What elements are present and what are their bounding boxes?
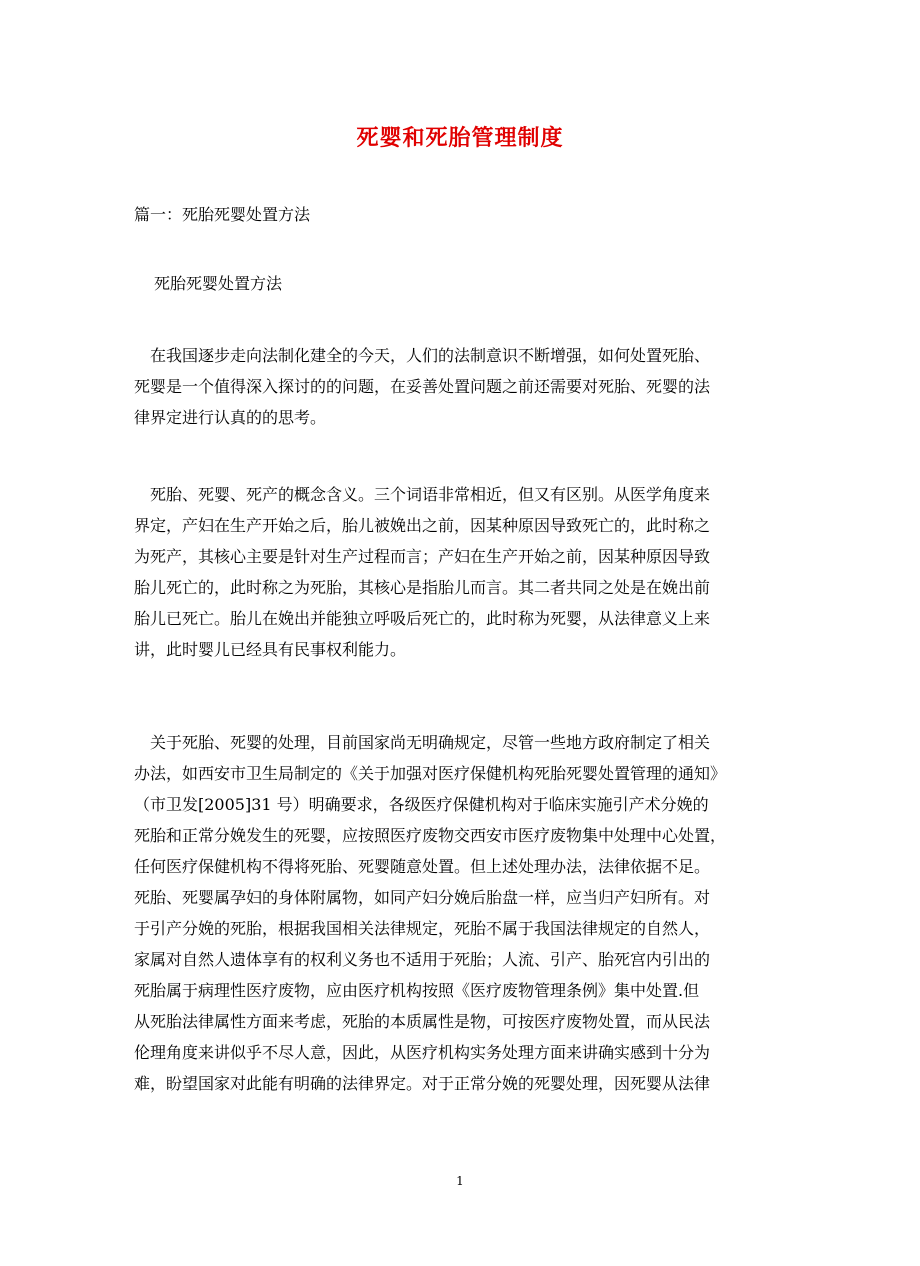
paragraph-2: [134, 479, 794, 665]
paragraph-line: 为死产，其核心主要是针对生产过程而言；产妇在生产开始之前，因某种原因导致: [134, 547, 711, 566]
section-heading: 篇一：死胎死婴处置方法: [134, 205, 311, 224]
paragraph-line: 家属对自然人遗体享有的权利义务也不适用于死胎；人流、引产、胎死宫内引出的: [134, 950, 711, 969]
paragraph-line: （市卫发[2005]31 号）明确要求，各级医疗保健机构对于临床实施引产术分娩的: [134, 795, 709, 814]
paragraph-line: 难，盼望国家对此能有明确的法律界定。对于正常分娩的死婴处理，因死婴从法律: [134, 1074, 711, 1093]
paragraph-line: 从死胎法律属性方面来考虑，死胎的本质属性是物，可按医疗废物处置，而从民法: [134, 1012, 711, 1031]
paragraph-line: 于引产分娩的死胎，根据我国相关法律规定，死胎不属于我国法律规定的自然人，: [134, 919, 711, 938]
document-title: 死婴和死胎管理制度: [356, 125, 564, 151]
paragraph-line: 在我国逐步走向法制化建全的今天，人们的法制意识不断增强，如何处置死胎、: [134, 346, 711, 365]
subheading: 死胎死婴处置方法: [154, 274, 283, 293]
paragraph-line: 律界定进行认真的的思考。: [134, 408, 327, 427]
paragraph-line: 关于死胎、死婴的处理，目前国家尚无明确规定，尽管一些地方政府制定了相关: [134, 733, 711, 752]
paragraph-line: 伦理角度来讲似乎不尽人意，因此，从医疗机构实务处理方面来讲确实感到十分为: [134, 1043, 711, 1062]
paragraph-line: 死婴是一个值得深入探讨的的问题，在妥善处置问题之前还需要对死胎、死婴的法: [134, 377, 711, 396]
paragraph-line: 讲，此时婴儿已经具有民事权利能力。: [134, 640, 407, 659]
paragraph-line: 任何医疗保健机构不得将死胎、死婴随意处置。但上述处理办法，法律依据不足。: [134, 857, 711, 876]
paragraph-3: [134, 727, 794, 1099]
paragraph-line: 胎儿已死亡。胎儿在娩出并能独立呼吸后死亡的，此时称为死婴，从法律意义上来: [134, 609, 711, 628]
paragraph-line: 死胎、死婴属孕妇的身体附属物，如同产妇分娩后胎盘一样，应当归产妇所有。对: [134, 888, 711, 907]
paragraph-line: 死胎、死婴、死产的概念含义。三个词语非常相近，但又有区别。从医学角度来: [134, 485, 711, 504]
paragraph-line: 死胎和正常分娩发生的死婴，应按照医疗废物交西安市医疗废物集中处理中心处置，: [134, 826, 727, 845]
page-number: 1: [456, 1174, 464, 1188]
paragraph-line: 胎儿死亡的，此时称之为死胎，其核心是指胎儿而言。其二者共同之处是在娩出前: [134, 578, 711, 597]
paragraph-line: 死胎属于病理性医疗废物，应由医疗机构按照《医疗废物管理条例》集中处置.但: [134, 981, 700, 1000]
paragraph-line: 界定，产妇在生产开始之后，胎儿被娩出之前，因某种原因导致死亡的，此时称之: [134, 516, 711, 535]
paragraph-1: [134, 340, 794, 433]
paragraph-line: 办法，如西安市卫生局制定的《关于加强对医疗保健机构死胎死婴处置管理的通知》: [134, 764, 727, 783]
